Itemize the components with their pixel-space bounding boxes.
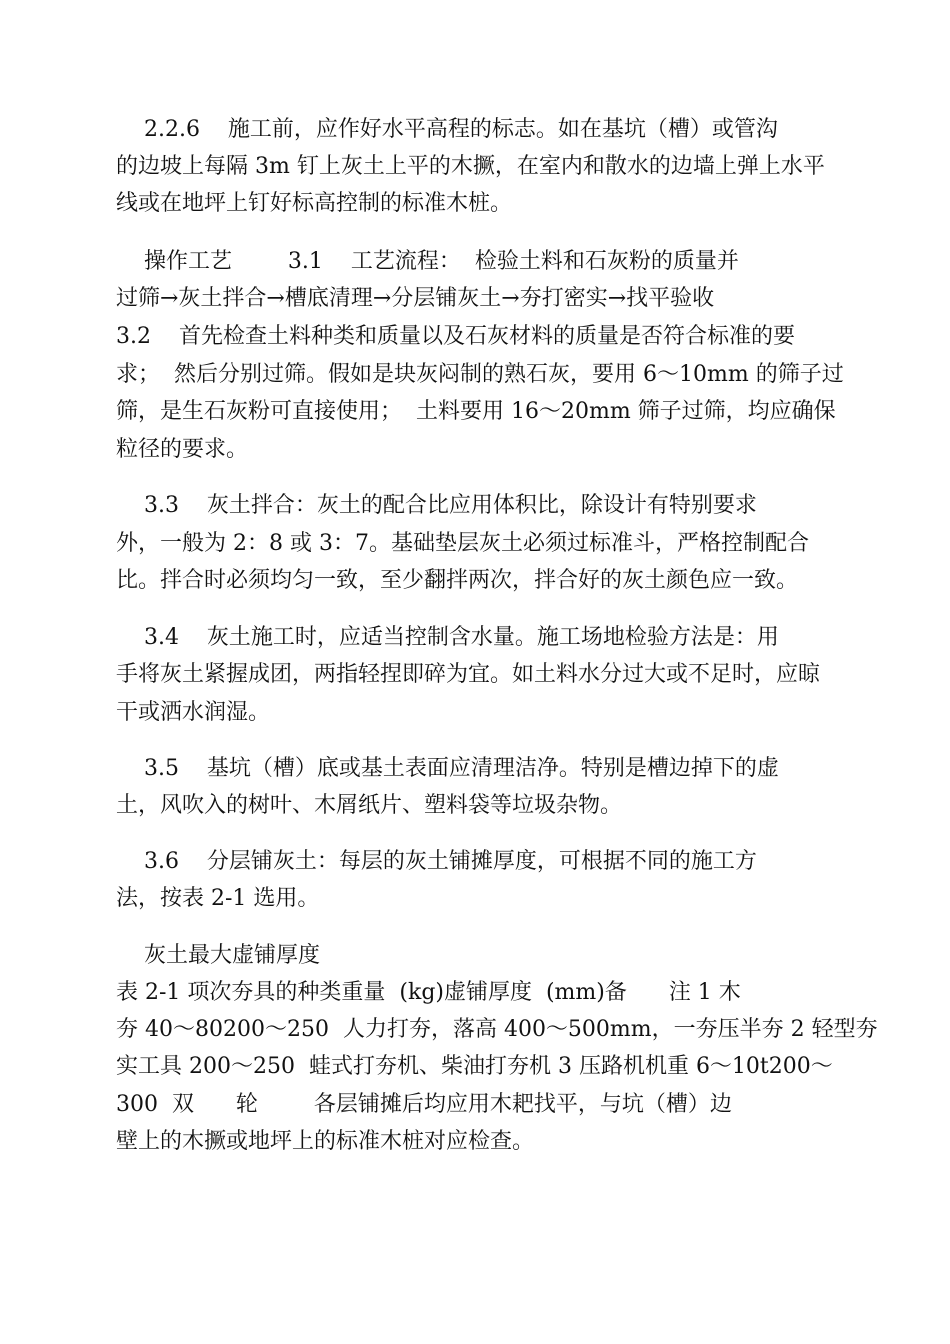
text-line: 实工具 200～250 蛙式打夯机、柴油打夯机 3 压路机机重 6～10t200～ [116,1054,833,1079]
text-line: 壁上的木撅或地坪上的标准木桩对应检查。 [116,1129,535,1154]
text-line: 筛，是生石灰粉可直接使用； 土料要用 16～20mm 筛子过筛，均应确保 [116,399,836,424]
text-line: 表 2-1 项次夯具的种类重量 (kg)虚铺厚度 (mm)备 注 1 木 [116,980,741,1005]
text-line: 灰土最大虚铺厚度 [116,943,320,968]
text-line: 外，一般为 2：8 或 3：7。基础垫层灰土必须过标准斗，严格控制配合 [116,531,809,556]
text-line: 粒径的要求。 [116,437,249,462]
text-line: 手将灰土紧握成团，两指轻捏即碎为宜。如土料水分过大或不足时，应晾 [116,662,821,687]
text-line: 3.2 首先检查土料种类和质量以及石灰材料的质量是否符合标准的要 [116,324,795,349]
text-line: 干或洒水润湿。 [116,700,271,725]
text-line: 3.6 分层铺灰土：每层的灰土铺摊厚度，可根据不同的施工方 [116,849,757,874]
text-line: 夯 40～80200～250 人力打夯，落高 400～500mm，一夯压半夯 2 轻型夯 [116,1017,878,1042]
text-line: 3.5 基坑（槽）底或基土表面应清理洁净。特别是槽边掉下的虚 [116,756,779,781]
text-line: 2.2.6 施工前，应作好水平高程的标志。如在基坑（槽）或管沟 [116,117,778,142]
text-line: 求； 然后分别过筛。假如是块灰闷制的熟石灰，要用 6～10mm 的筛子过 [116,362,844,387]
text-line: 线或在地坪上钉好标高控制的标准木桩。 [116,191,513,216]
text-line: 比。拌合时必须均匀一致，至少翻拌两次，拌合好的灰土颜色应一致。 [116,568,799,593]
text-line: 3.3 灰土拌合：灰土的配合比应用体积比，除设计有特别要求 [116,493,757,518]
text-line: 土，风吹入的树叶、木屑纸片、塑料袋等垃圾杂物。 [116,793,623,818]
text-line: 法，按表 2-1 选用。 [116,886,320,911]
text-line: 3.4 灰土施工时，应适当控制含水量。施工场地检验方法是：用 [116,625,779,650]
text-line: 的边坡上每隔 3m 钉上灰土上平的木撅，在室内和散水的边墙上弹上水平 [116,154,825,179]
text-line: 300 双 轮 各层铺摊后均应用木耙找平，与坑（槽）边 [116,1092,732,1117]
text-line: 过筛→灰土拌合→槽底清理→分层铺灰土→夯打密实→找平验收 [116,286,715,311]
text-line: 操作工艺 3.1 工艺流程： 检验土料和石灰粉的质量并 [116,249,739,274]
